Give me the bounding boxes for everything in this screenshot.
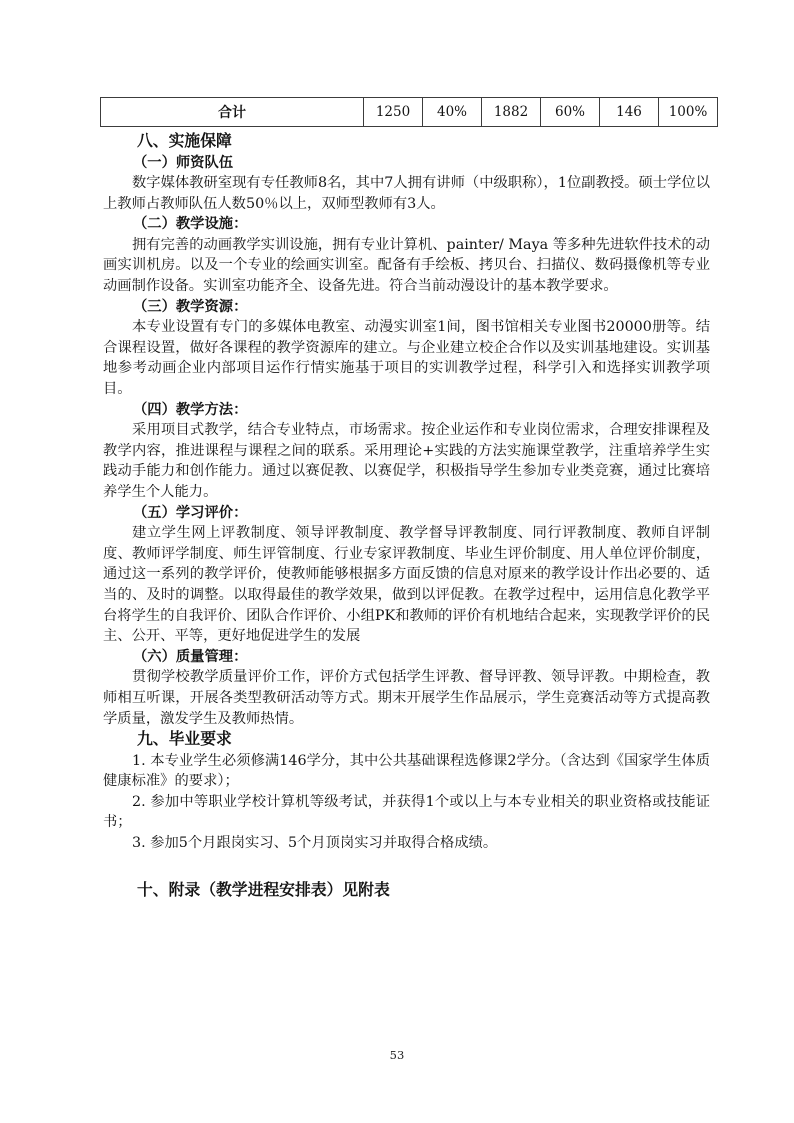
totals-value-cell: 100% <box>659 98 718 127</box>
paragraph: 建立学生网上评教制度、领导评教制度、教学督导评教制度、同行评教制度、教师自评制度、教师评学制度、师生评管制度、行业专家评教制度、毕业生评价制度、用人单位评价制度，通过这一系列的教学评价，使教师能够根据多方面反馈的信息对原来的教学设计作出必要的、适当的、及时的调整。以取得最佳的教学效果，做到以评促教。在教学过程中，运用信息化教学平台将学生的自我评价、团队合作评价、小组PK和教师的评价有机地结合起来，实现教学评价的民主、公开、平等，更好地促进学生的发展 <box>103 525 710 645</box>
paragraph: 本专业设置有专门的多媒体电教室、动漫实训室1间，图书馆相关专业图书20000册等。结合课程设置，做好各课程的教学资源库的建立。与企业建立校企合作以及实训基地建设。实训基地参考动画企业内部项目运作行情实施基于项目的实训教学过程，科学引入和选择实训教学项目。 <box>103 319 710 398</box>
sub-heading: （五）学习评价： <box>133 504 248 521</box>
totals-table-row <box>101 98 718 127</box>
totals-table <box>100 97 718 127</box>
totals-value-cell: 60% <box>541 98 600 127</box>
sub-heading: （四）教学方法： <box>133 401 248 418</box>
section-heading: 十、附录（教学进程安排表）见附表 <box>137 881 390 899</box>
totals-value-cell: 146 <box>600 98 659 127</box>
sub-heading: （六）质量管理： <box>133 648 248 665</box>
sub-heading: （二）教学设施： <box>133 216 248 233</box>
section-heading: 八、实施保障 <box>137 133 232 150</box>
paragraph: 拥有完善的动画教学实训设施，拥有专业计算机、painter/ Maya 等多种先进软件技术的动画实训机房。以及一个专业的绘画实训室。配备有手绘板、拷贝台、扫描仪、数码摄像机等专业动画制作设备。实训室功能齐全、设备先进。符合当前动漫设计的基本教学要求。 <box>103 236 710 295</box>
totals-value-cell: 1882 <box>482 98 541 127</box>
section-heading: 九、毕业要求 <box>137 731 232 749</box>
paragraph: 采用项目式教学，结合专业特点，市场需求。按企业运作和专业岗位需求，合理安排课程及教学内容，推进课程与课程之间的联系。采用理论+实践的方法实施课堂教学，注重培养学生实践动手能力和创作能力。通过以赛促教、以赛促学，积极指导学生参加专业类竞赛，通过比赛培养学生个人能力。 <box>103 422 710 500</box>
sub-heading: （三）教学资源： <box>133 298 248 315</box>
paragraph: 2. 参加中等职业学校计算机等级考试，并获得1个或以上与本专业相关的职业资格或技能证书； <box>103 793 710 831</box>
paragraph: 3. 参加5个月跟岗实习、5个月顶岗实习并取得合格成绩。 <box>132 835 498 851</box>
paragraph: 贯彻学校教学质量评价工作，评价方式包括学生评教、督导评教、领导评教。中期检查，教师相互听课，开展各类型教研活动等方式。期末开展学生作品展示，学生竞赛活动等方式提高教学质量，激发学生及教师热情。 <box>103 669 710 727</box>
totals-value-cell: 1250 <box>364 98 423 127</box>
totals-label-cell: 合计 <box>101 98 364 127</box>
page-number: 53 <box>389 1048 405 1062</box>
paragraph: 1. 本专业学生必须修满146学分，其中公共基础课程选修课2学分。（含达到《国家学生体质健康标准》的要求）； <box>103 752 710 790</box>
sub-heading: （一）师资队伍 <box>133 154 234 171</box>
totals-value-cell: 40% <box>423 98 482 127</box>
document-content <box>103 131 710 901</box>
paragraph: 数字媒体教研室现有专任教师8名，其中7人拥有讲师（中级职称），1位副教授。硕士学位以上教师占教师队伍人数50％以上，双师型教师有3人。 <box>103 175 710 212</box>
